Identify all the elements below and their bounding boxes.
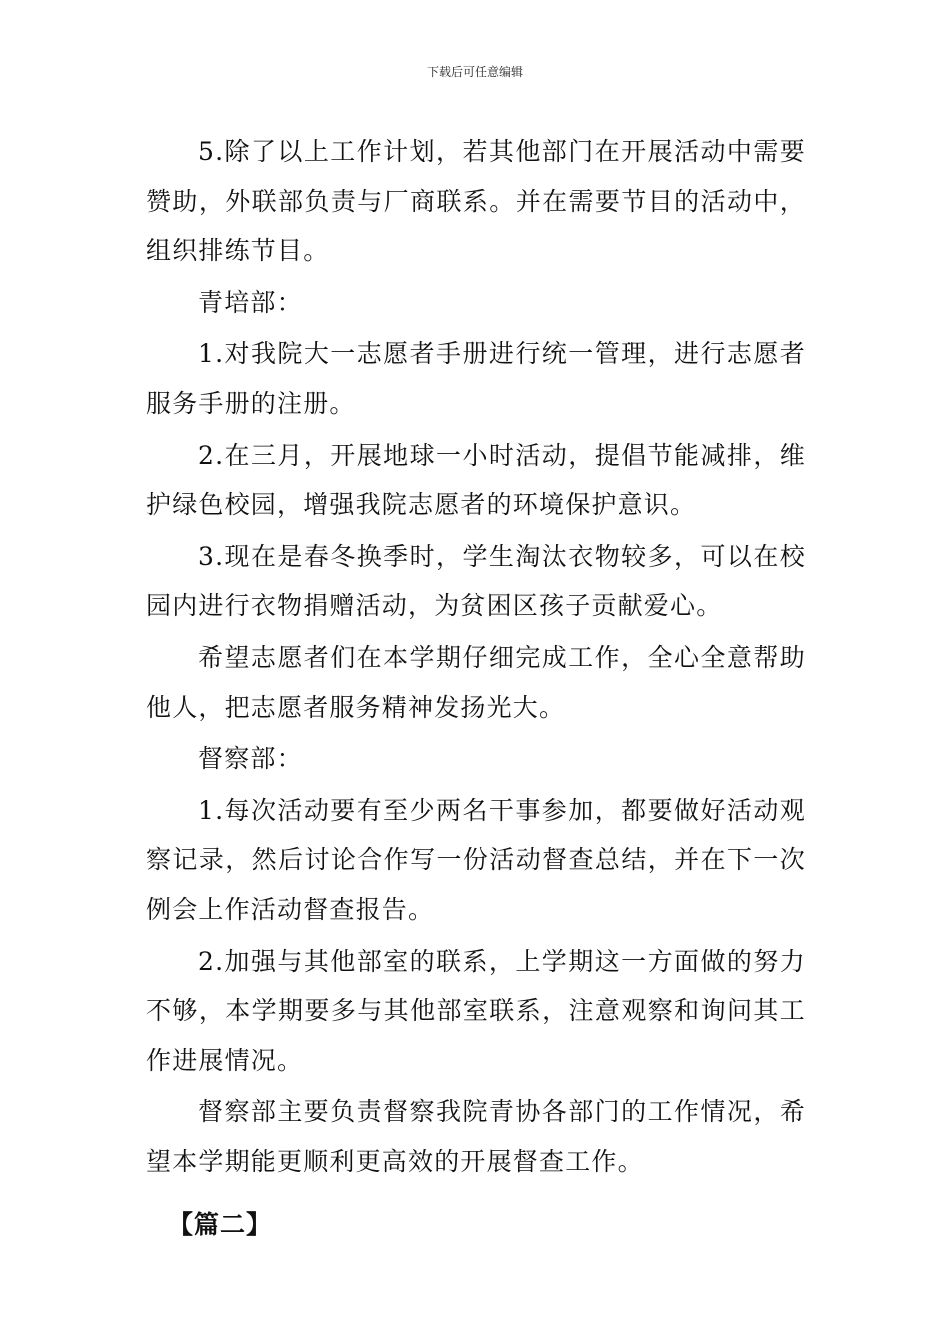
document-body: [146, 127, 806, 1250]
paragraph-activity-observation: 1.每次活动要有至少两名干事参加，都要做好活动观察记录，然后讨论合作写一份活动督查总结，并在下一次例会上作活动督查报告。: [146, 795, 806, 924]
paragraph-department-contact: 2.加强与其他部室的联系，上学期这一方面做的努力不够，本学期要多与其他部室联系，注意观察和询问其工作进展情况。: [146, 946, 806, 1075]
paragraph-clothes-donation: 3.现在是春冬换季时，学生淘汰衣物较多，可以在校园内进行衣物捐赠活动，为贫困区孩子贡献爱心。: [146, 541, 806, 621]
heading-supervision-dept: 督察部：: [198, 744, 303, 774]
paragraph-earth-hour: 2.在三月，开展地球一小时活动，提倡节能减排，维护绿色校园，增强我院志愿者的环境保护意识。: [146, 440, 806, 520]
paragraph-supervision-summary: 督察部主要负责督察我院青协各部门的工作情况，希望本学期能更顺利更高效的开展督查工作。: [146, 1097, 806, 1176]
paragraph-handbook-management: 1.对我院大一志愿者手册进行统一管理，进行志愿者服务手册的注册。: [146, 339, 806, 418]
section-mark-part-two: 【篇二】: [168, 1210, 273, 1240]
heading-youth-training-dept: 青培部：: [198, 287, 303, 317]
page-header-note: 下载后可任意编辑: [426, 65, 523, 79]
paragraph-sponsorship: 5.除了以上工作计划，若其他部门在开展活动中需要赞助，外联部负责与厂商联系。并在需要节目的活动中，组织排练节目。: [146, 137, 806, 266]
paragraph-volunteer-hope: 希望志愿者们在本学期仔细完成工作，全心全意帮助他人，把志愿者服务精神发扬光大。: [146, 642, 806, 722]
